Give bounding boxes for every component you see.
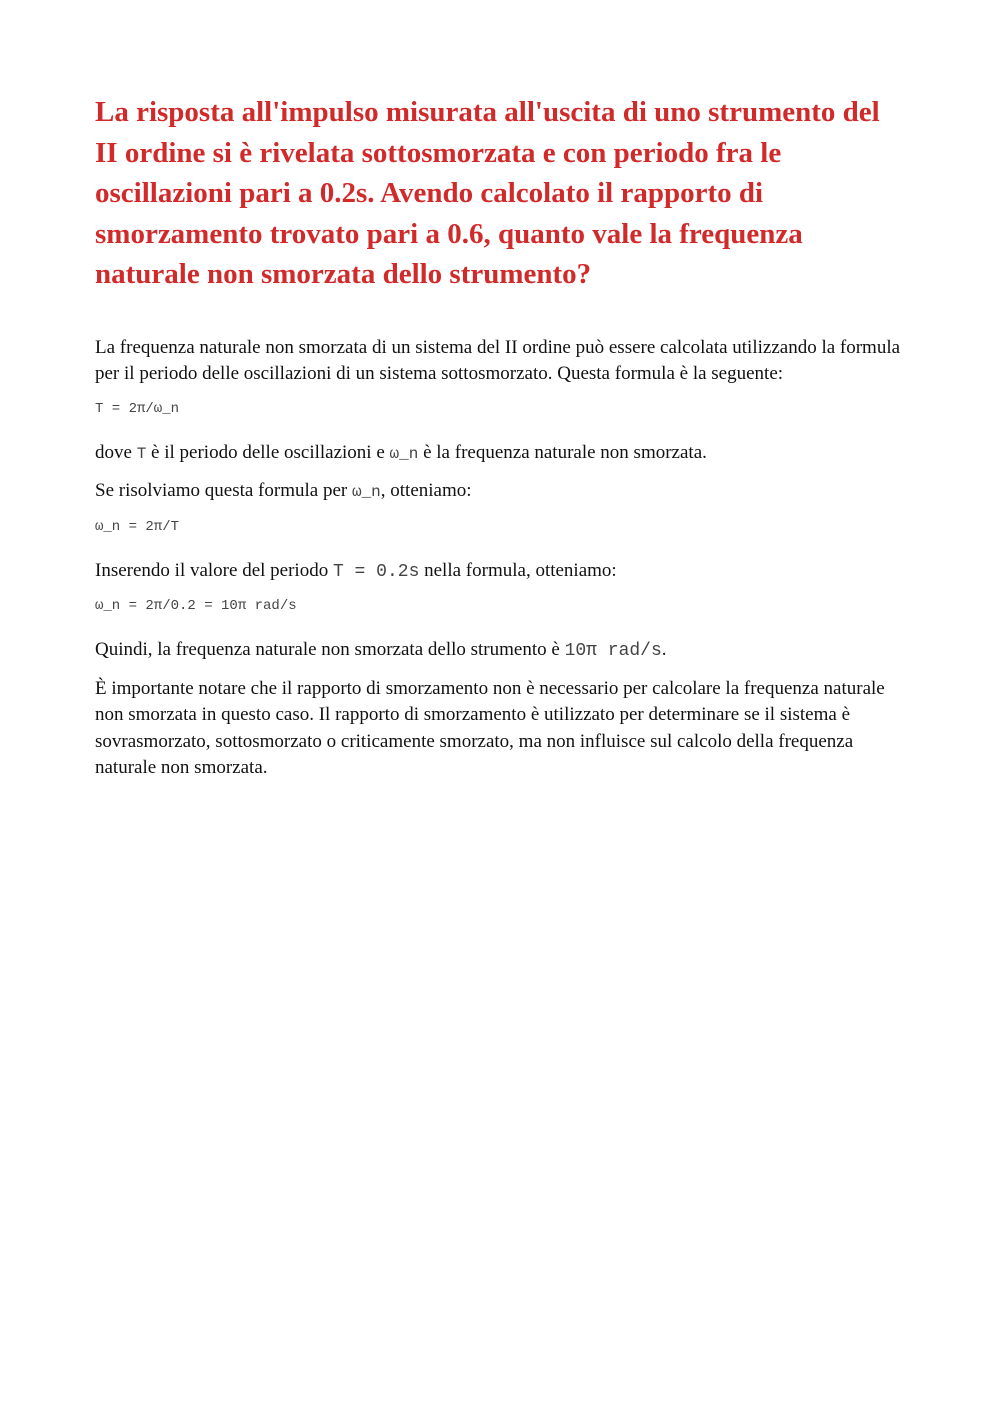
insert-paragraph xyxy=(95,558,905,586)
intro-paragraph: La frequenza naturale non smorzata di un sistema del II ordine può essere calcolata utilizzando la formula per il periodo delle oscillazioni di un sistema sottosmorzato. Questa formula è la seguente: xyxy=(95,336,901,384)
formula-omega: ω_n = 2π/T xyxy=(95,518,180,535)
inline-code-period-value: T = 0.2s xyxy=(332,561,420,582)
inline-code-result: 10π rad/s xyxy=(564,641,662,661)
solve-paragraph xyxy=(95,478,905,506)
conclusion-prefix: Quindi, la frequenza naturale non smorzata dello strumento è xyxy=(95,639,565,660)
insert-prefix: Inserendo il valore del periodo xyxy=(95,559,333,581)
conclusion-suffix: . xyxy=(661,639,667,660)
formula-result: ω_n = 2π/0.2 = 10π rad/s xyxy=(95,598,297,614)
inline-code-T: T xyxy=(136,444,147,463)
conclusion-paragraph xyxy=(95,637,905,665)
solve-prefix: Se risolviamo questa formula per xyxy=(95,480,352,501)
document-page xyxy=(95,92,905,793)
where-middle: è il periodo delle oscillazioni e xyxy=(146,441,390,463)
solve-suffix: , otteniamo: xyxy=(380,480,472,501)
insert-suffix: nella formula, otteniamo: xyxy=(419,559,617,581)
inline-code-omega: ω_n xyxy=(389,444,419,463)
inline-code-omega-solve: ω_n xyxy=(351,483,381,501)
note-paragraph: È importante notare che il rapporto di smorzamento non è necessario per calcolare la frequenza naturale non smorzata in questo caso. Il rapporto di smorzamento è utilizzato per determinare se il sistema è sovrasmorzato, sottosmorzato o criticamente smorzato, ma non influisce sul calcolo della frequenza naturale non smorzata. xyxy=(95,677,885,778)
where-suffix: è la frequenza naturale non smorzata. xyxy=(418,441,707,463)
where-paragraph xyxy=(95,440,905,468)
formula-period: T = 2π/ω_n xyxy=(95,400,180,417)
where-prefix: dove xyxy=(95,441,137,463)
question-title: La risposta all'impulso misurata all'uscita di uno strumento del II ordine si è rivelata sottosmorzata e con periodo fra le oscillazioni pari a 0.2s. Avendo calcolato il rapporto di smorzamento trovato pari a 0.6, quanto vale la frequenza naturale non smorzata dello strumento? xyxy=(95,96,880,290)
